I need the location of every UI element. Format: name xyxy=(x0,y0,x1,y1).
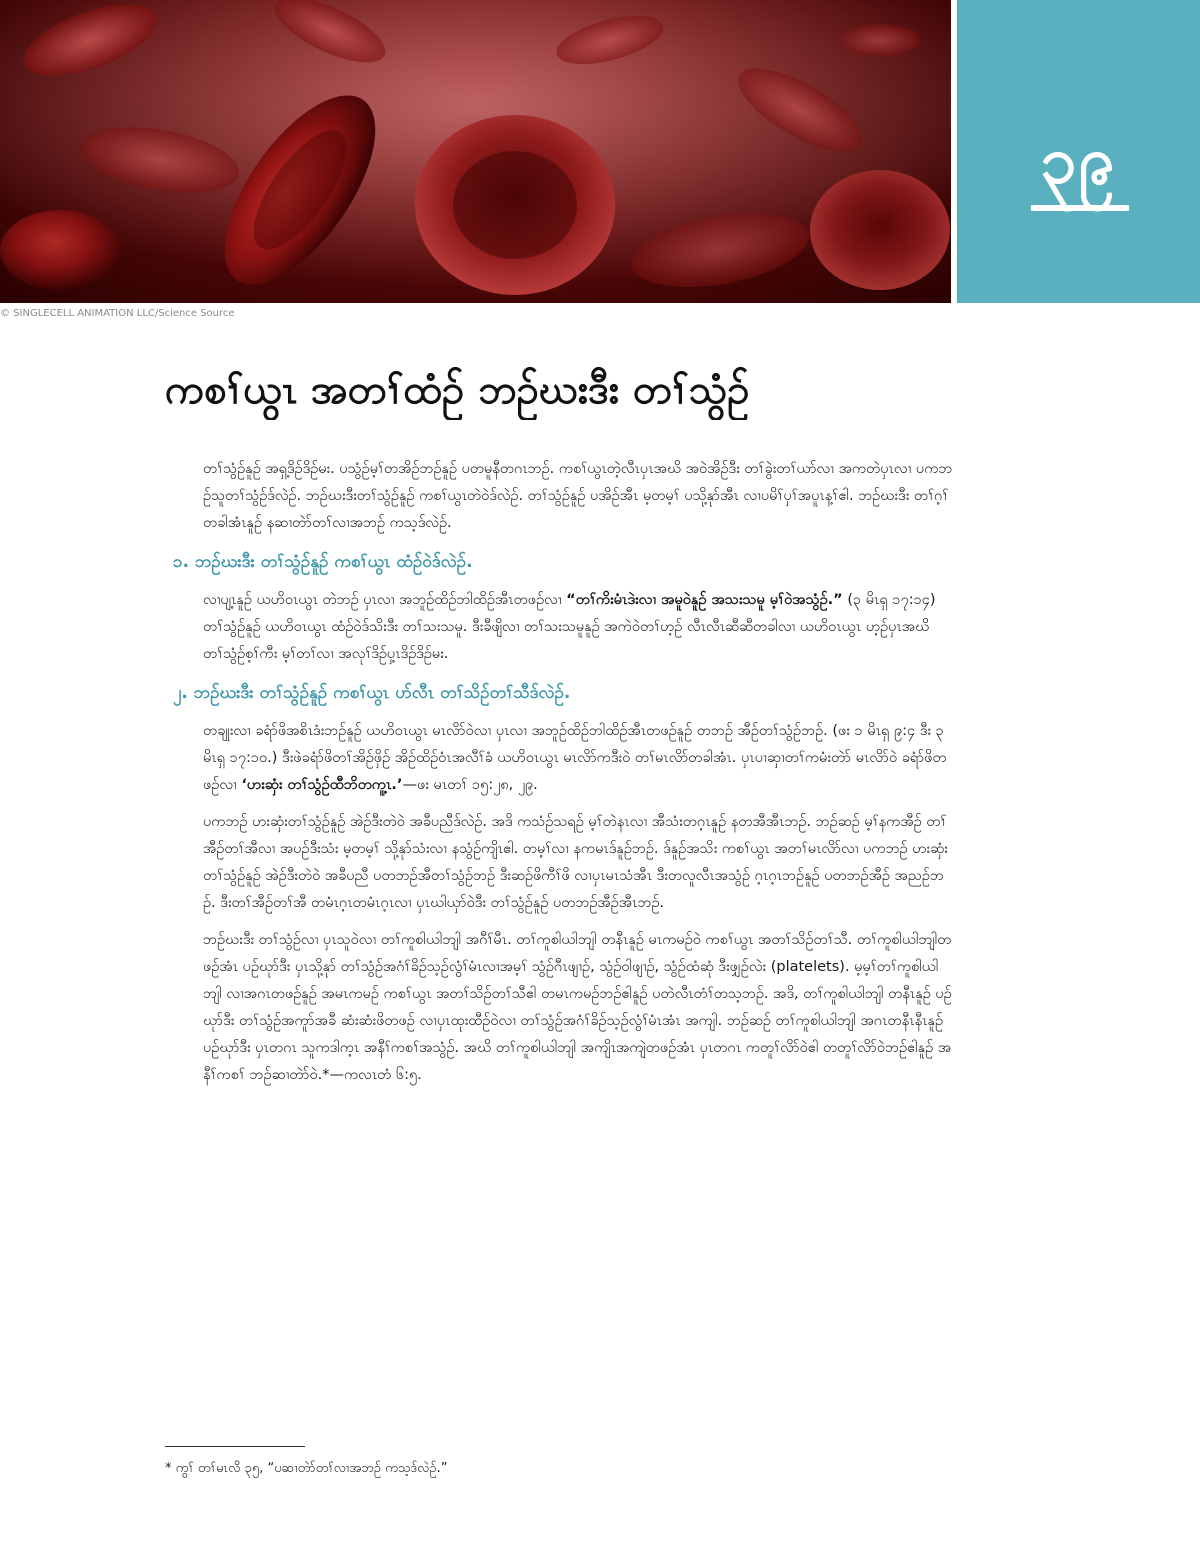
scripture-quote: “တၢ်ကိးမံၤဒဲးလၢ အမူဝဲနူဉ် အသးသမူ မ့ၢ်ဝဲအသွံဉ်.” xyxy=(566,592,843,608)
image-credit: © SINGLECELL ANIMATION LLC/Science Source xyxy=(0,308,235,319)
footnote: * ကွၢ် တၢ်မၤလိ ၃၅, “ပဆၢတဲာ်တၢ်လၢအဘဉ် ကသ့ဒ်လဲဉ်.” xyxy=(165,1461,448,1476)
section-1-text-after: (၃ မိၤရှ ၁၇:၁၄) တၢ်သွံဉ်နူဉ် ယဟိဝၤယွၤ ထံဉ်ဝဲဒ်သိးဒီး တၢ်သးသမူ. ဒီးခီဖျိလၢ တၢ်သးသမူနူဉ် အကဲဝဲတၢ်ဟ့ဉ် လီၤလီၤဆီဆီတခါလၢ ယဟိဝၤယွၤ ဟ့ဉ်ပှၤအဃိ တၢ်သွံဉ်စ့ၢ်ကီး မ့ၢ်တၢ်လၢ အလုၢ်ဒိဉ်ပှ့ၤဒိဉ်ဒိဉ်မး. xyxy=(203,592,936,662)
page-title: ကစၢ်ယွၤ အတၢ်ထံဉ် ဘဉ်ဃးဒီး တၢ်သွံဉ် xyxy=(165,367,750,413)
footnote-divider xyxy=(165,1446,305,1447)
hero-image xyxy=(0,0,951,303)
section-2-text-after: —ဖး မၤတၢ် ၁၅:၂၈, ၂၉. xyxy=(402,777,538,793)
red-blood-cells-illustration xyxy=(0,0,951,303)
intro-paragraph: တၢ်သွံဉ်နူဉ် အရှ့ဒိဉ်ဒိဉ်မး. ပသွံဉ်မ့ၢ်တအိဉ်ဘဉ်နူဉ် ပတမူနီတဂၤဘဉ်. ကစၢ်ယွၤတဲ့လီၤပှၤအဃိ အဝဲအိဉ်ဒီး တၢ်ခွဲးတၢ်ယာ်လၢ အကတဲပှၤလၢ ပကဘဉ်သူတၢ်သွံဉ်ဒ်လဲဉ်. ဘဉ်ဃးဒီးတၢ်သွံဉ်နူဉ် ကစၢ်ယွၤတဲဝဲဒ်လဲဉ်. တၢ်သွံဉ်နူဉ် ပအိဉ်အီၤ မ့တမ့ၢ် ပသို့နုာ်အီၤ လၢပမိၢ်ပှၢ်အပူၤန့ၢ်ဧါ. ဘဉ်ဃးဒီး တၢ်ဂ့ၢ်တခါအံၤနူဉ် နဆၢတဲာ်တၢ်လၢအဘဉ် ကသ့ဒ်လဲဉ်. xyxy=(203,461,953,531)
section-1-text-before: လၢပျ့ၤနူဉ် ယဟိဝၤယွၤ တဲဘဉ် ပှၤလၢ အဘူဉ်ထိဉ်ဘါထိဉ်အီၤတဖဉ်လၢ xyxy=(203,592,567,608)
scripture-quote-2: ‘ဟးဆှံး တၢ်သွံဉ်ထီဘိတကူ့ၤ.’ xyxy=(241,777,403,793)
section-2-heading: ၂. ဘဉ်ဃးဒီး တၢ်သွံဉ်နူဉ် ကစၢ်ယွၤ ပာ်လီၤ တၢ်သိဉ်တၢ်သီဒ်လဲဉ်. xyxy=(173,683,571,703)
chapter-box xyxy=(957,0,1200,303)
chapter-underline xyxy=(1031,205,1129,211)
chapter-number: ၃၉ xyxy=(1040,124,1117,198)
section-2-text-before: တချုးလၢ ခရံာ်ဖိအစိၤဒံးဘဉ်နူဉ် ယဟိဝၤယွၤ မၤလိာ်ဝဲလၢ ပှၤလၢ အဘူဉ်ထိဉ်ဘါထိဉ်အီၤတဖဉ်နူဉ် တဘဉ် အီဉ်တၢ်သွံဉ်ဘဉ်. (ဖး ၁ မိၤရှ ၉:၄ ဒီး ၃ မိၤရှ ၁၇:၁၀.) ဒီးဖဲခရံာ်ဖိတၢ်အိဉ်ဖှိဉ် အိဉ်ထိဉ်ဝံၤအလီၢ်ခံ ယဟိဝၤယွၤ မၤလိာ်ကဒီးဝဲ တၢ်မၤလိာ်တခါအံၤ. ပှၤပၢဆှၢတၢ်ကမံးတဲာ် မၤလိာ်ဝဲ ခရံာ်ဖိတဖဉ်လၢ xyxy=(203,723,947,793)
section-2-paragraph-1 xyxy=(203,718,953,799)
article-body xyxy=(173,456,953,1099)
section-1-heading: ၁. ဘဉ်ဃးဒီး တၢ်သွံဉ်နူဉ် ကစၢ်ယွၤ ထံဉ်ဝဲဒ်လဲဉ်. xyxy=(173,552,473,572)
section-1-paragraph xyxy=(203,587,953,668)
section-2-paragraph-2: ပကဘဉ် ဟးဆှံးတၢ်သွံဉ်နူဉ် အဲဉ်ဒီးတဲဝဲ အခီပညီဒ်လဲဉ်. အဒိ ကသံဉ်သရဉ် မ့ၢ်တဲနၤလၢ အီသံးတဂ့ၤနူဉ် နတအီအီၤဘဉ်. ဘဉ်ဆဉ် မ့ၢ်နကအီဉ် တၢ်အီဉ်တၢ်အီလၢ အပဉ်ဒီးသံး မ့တမ့ၢ် သို့နုာ်သံးလၢ နသွံဉ်ကျိၤဧါ. တမ့ၢ်လၢ နကမၤဒ်နူဉ်ဘဉ်. ဒ်နူဉ်အသိး ကစၢ်ယွၤ အတၢ်မၤလိာ်လၢ ပကဘဉ် ဟးဆှံးတၢ်သွံဉ်နူဉ် အဲဉ်ဒီးတဲဝဲ အခီပညီ ပတဘဉ်အီတၢ်သွံဉ်ဘဉ် ဒီးဆဉ်ဖိကီၢ်ဖိ လၢပှၤမၤသံအီၤ ဒီးတလူလီၤအသွံဉ် ဂ့ၤဂ့ၤဘဉ်နူဉ် ပတဘဉ်အီဉ် အညဉ်ဘဉ်. ဒီးတၢ်အီဉ်တၢ်အီ တမံၤဂ့ၤတမံၤဂ့ၤလၢ ပှၤဃါယှာ်ဝဲဒီး တၢ်သွံဉ်နူဉ် ပတဘဉ်အီဉ်အီၤဘဉ်. xyxy=(203,814,948,911)
section-2-paragraph-3: ဘဉ်ဃးဒီး တၢ်သွံဉ်လၢ ပှၤသူဝဲလၢ တၢ်ကူစါယါဘျါ အဂီၢ်မီၤ. တၢ်ကူစါယါဘျါ တနီၤနူဉ် မၤကမဉ်ဝဲ ကစၢ်ယွၤ အတၢ်သိဉ်တၢ်သီ. တၢ်ကူစါယါဘျါတဖဉ်အံၤ ပဉ်ဃုာ်ဒီး ပှၤသို့နုာ် တၢ်သွံဉ်အဂံၢ်ခိဉ်သ့ဉ်လွံၢ်မံၤလၢအမ့ၢ် သွံဉ်ဂီၤဖျၢဉ်, သွံဉ်ဝါဖျၢဉ်, သွံဉ်ထံဆုံ ဒီးဖျှဉ်လဲး (platelets). မ့မ့ၢ်တၢ်ကူစါယါဘျါ လၢအဂၤတဖဉ်နူဉ် အမၤကမဉ် ကစၢ်ယွၤ အတၢ်သိဉ်တၢ်သီဧါ တမၤကမဉ်ဘဉ်ဧါနူဉ် ပတဲလီၤတံၢ်တသ့ဘဉ်. အဒိ, တၢ်ကူစါယါဘျါ တနီၤနူဉ် ပဉ်ဃုာ်ဒီး တၢ်သွံဉ်အကူာ်အခီ ဆံးဆံးဖိတဖဉ် လၢပှၤထုးထီဉ်ဝဲလၢ တၢ်သွံဉ်အဂံၢ်ခိဉ်သ့ဉ်လွံၢ်မံၤအံၤ အကျါ. ဘဉ်ဆဉ် တၢ်ကူစါယါဘျါ အဂၤတနီၤနီၤနူဉ် ပဉ်ဃုာ်ဒီး ပှၤတဂၤ သူကဒါက့ၤ အနီၢ်ကစၢ်အသွံဉ်. အဃိ တၢ်ကူစါယါဘျါ အကျိၤအကျဲတဖဉ်အံၤ ပှၤတဂၤ ကတူၢ်လိာ်ဝဲဧါ တတူၢ်လိာ်ဝဲဘဉ်ဧါနူဉ် အနီၢ်ကစၢ် ဘဉ်ဆၢတဲာ်ဝဲ.*—ကလၤတံ ၆:၅. xyxy=(203,932,952,1083)
